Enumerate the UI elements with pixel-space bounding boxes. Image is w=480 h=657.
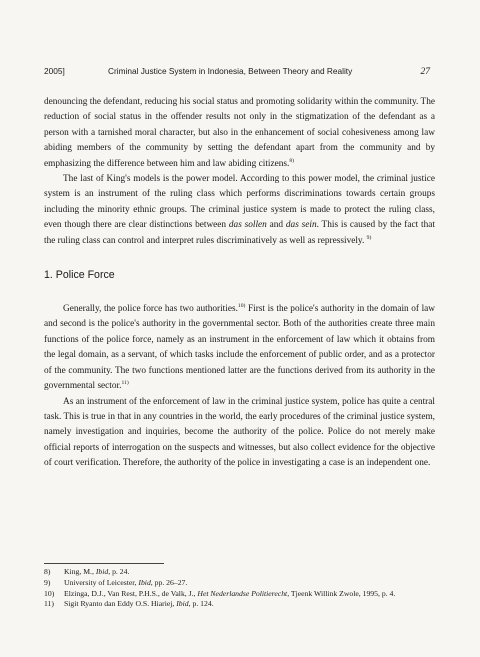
paragraph-1-text: denouncing the defendant, reducing his social status and promoting solidarity within the community. The reduction of social status in the offender results not only in the stigmatization of the defendant as a person with a tarnished moral character, but also in the enhancement of social cohesiveness among law abiding members of the community by setting the defendant apart from the community and by emphasizing the difference between him and law abiding citizens. <box>44 97 435 169</box>
footnote-11 <box>44 599 435 610</box>
footnote-text: , pp. 26–27. <box>150 577 188 587</box>
footnote-9 <box>44 578 435 589</box>
footnote-italic: Ibid <box>176 599 189 609</box>
footnote-number: 9) <box>44 577 51 587</box>
footnote-ref-8[interactable]: 8) <box>289 157 295 164</box>
footnote-10 <box>44 589 435 600</box>
term-das-sollen: das sollen <box>228 220 267 231</box>
footnote-number: 11) <box>44 599 54 609</box>
footnote-italic: Ibid <box>138 577 151 587</box>
paragraph-2-text-a: The last of King's models is the power model. According to this power model, the criminal justice system is an instrument of the ruling class which performs discriminations towards certain groups including the minority ethnic groups. The criminal justice system is made to protect the ruling class, even though there are clear distinctions between <box>44 174 435 231</box>
paragraph-3-text-b: First is the police's authority in the domain of law and second is the police's authority in the governmental sector. Both of the authorities create three main functions of the police force, namely as an instrument in the enforcement of law which it obtains from the legal domain, as a servant, of which tasks include the enforcement of public order, and as a protector of the community. The two functions mentioned latter are the functions derived from its authority in the governmental sector. <box>44 304 435 392</box>
footnote-italic: Ibid <box>95 567 109 576</box>
footnote-number: 8) <box>44 567 51 576</box>
footnote-text: , Tjeenk Willink Zwole, 1995, p. 4. <box>287 588 396 598</box>
header-year: 2005] <box>44 66 65 76</box>
footnote-italic: Het Nederlandse Politierecht <box>197 588 288 598</box>
footnote-8 <box>44 567 435 578</box>
footnote-text: King, M., <box>64 567 96 576</box>
footnote-ref-10[interactable]: 10) <box>237 303 246 310</box>
page-number: 27 <box>420 67 430 77</box>
paragraph-3 <box>44 302 435 394</box>
header-running-title: Criminal Justice System in Indonesia, Between Theory and Reality <box>108 66 353 76</box>
body-text <box>44 95 435 472</box>
term-das-sein: das sein <box>285 220 317 231</box>
footnote-text: , p. 24. <box>108 567 130 576</box>
paragraph-2-text-c: . This is caused by the fact that the ruling class can control and interpret rules discriminatively as well as repressively. <box>44 220 435 246</box>
footnote-text: Elzinga, D.J., Van Rest, P.H.S., de Valk, J., <box>64 588 198 598</box>
footnote-text: University of Leicester, <box>64 577 139 587</box>
section-heading: 1. Police Force <box>44 269 115 282</box>
footnote-ref-11[interactable]: 11) <box>121 380 129 387</box>
footnotes <box>44 567 435 610</box>
footnote-ref-9[interactable]: 9) <box>366 234 372 241</box>
running-header <box>44 66 430 77</box>
paragraph-2-text-b: and <box>266 220 286 231</box>
footnote-number: 10) <box>44 588 55 598</box>
paragraph-3-text-a: Generally, the police force has two authorities. <box>63 304 238 315</box>
paragraph-4: As an instrument of the enforcement of law in the criminal justice system, police has quite a central task. This is true in that in any countries in the world, the early procedures of the criminal justice system, namely investigation and inquiries, become the authority of the police. Police do not merely make official reports of interrogation on the suspects and witnesses, but also collect evidence for the objective of court verification. Therefore, the authority of the police in investigating a case is an independent one. <box>44 396 435 469</box>
paragraph-2 <box>44 172 435 249</box>
paragraph-1 <box>44 95 435 172</box>
footnote-text: Sigit Ryanto dan Eddy O.S. Hiariej, <box>64 599 177 609</box>
footnote-text: , p. 124. <box>188 599 214 609</box>
footnote-separator <box>44 563 164 564</box>
